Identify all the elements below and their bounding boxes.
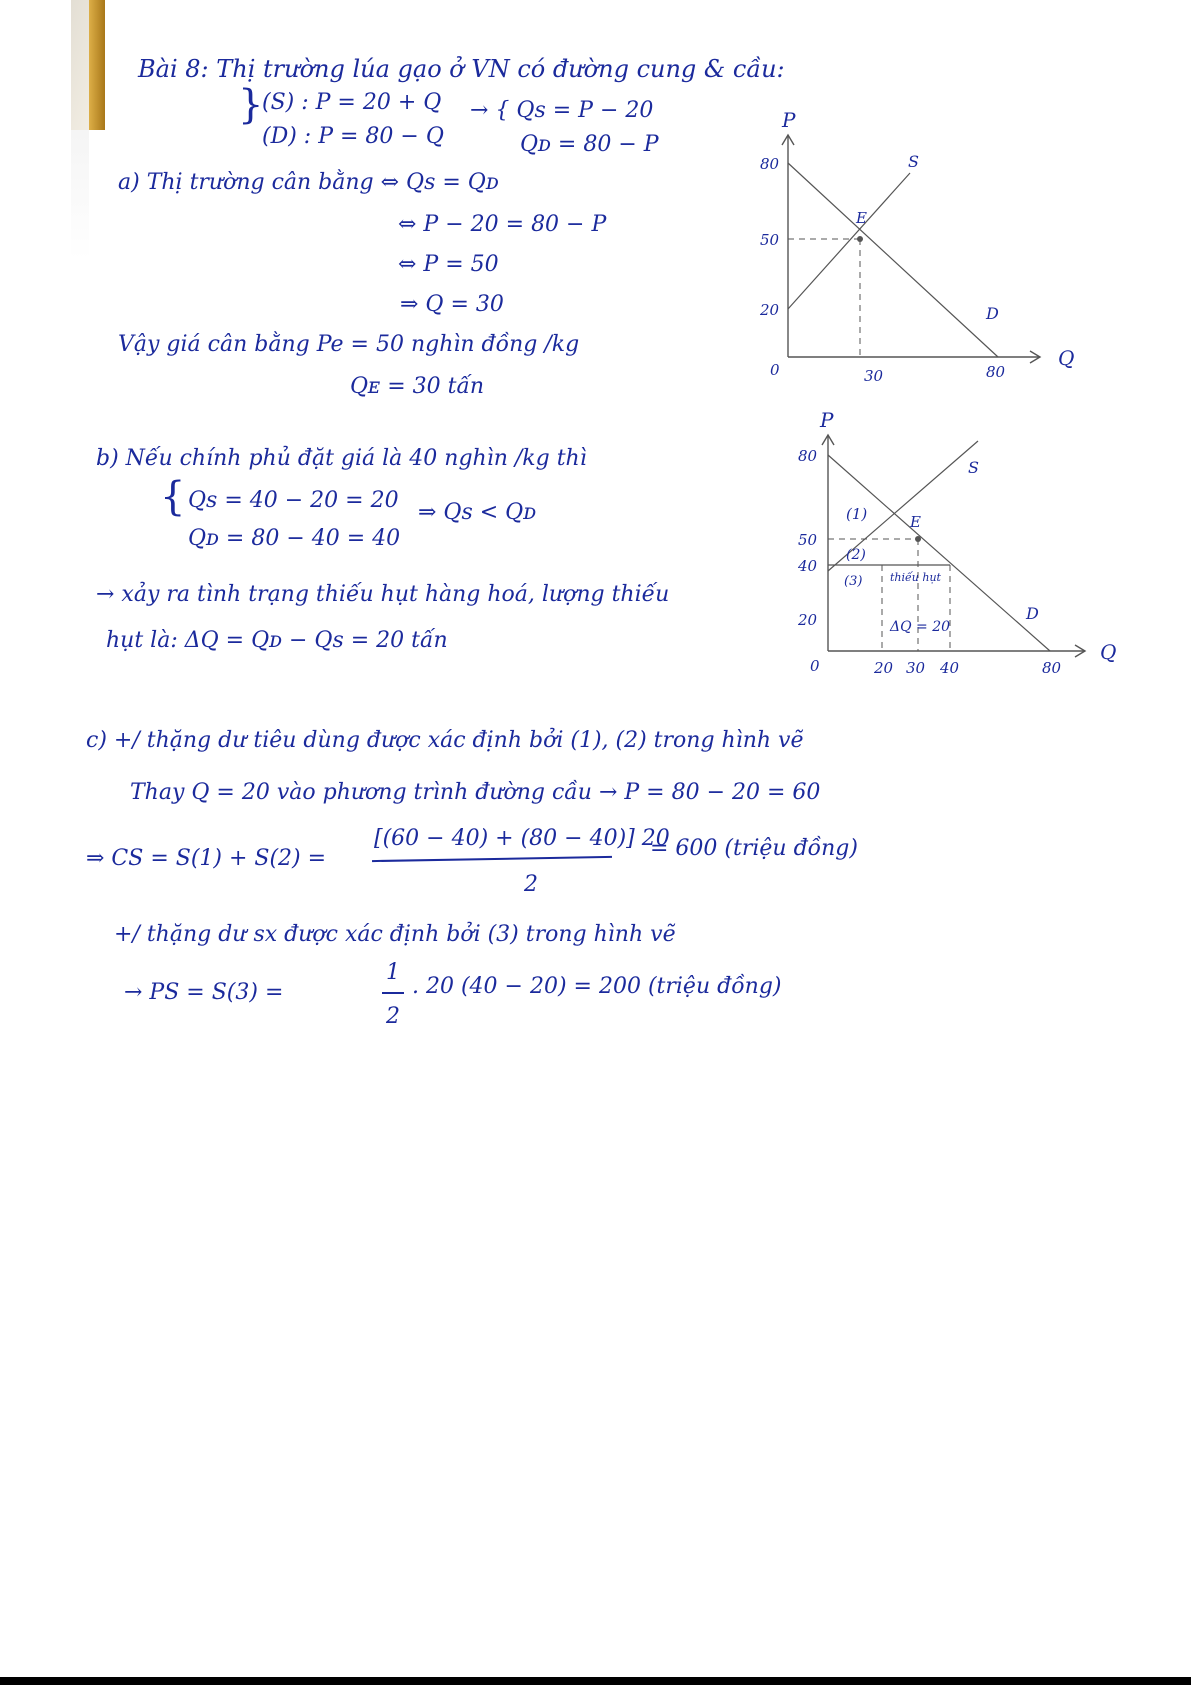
graph1-p-label: P <box>782 108 796 132</box>
part-c-cs-intro: c) +/ thặng dư tiêu dùng được xác định bởi (1), (2) trong hình vẽ <box>86 728 804 753</box>
brace-left: } <box>238 82 264 128</box>
graph2-tick-20: 20 <box>798 611 818 629</box>
graph1-tick-50: 50 <box>760 231 780 249</box>
graph2-xtick-80: 80 <box>1042 659 1062 677</box>
graph1-tick-80: 80 <box>760 155 780 173</box>
graph2-xtick-20: 20 <box>874 659 894 677</box>
graph2-e-label: E <box>910 513 921 531</box>
graph2-shortage-label: thiếu hụt <box>890 571 941 584</box>
part-c-cs-result: = 600 (triệu đồng) <box>650 836 858 861</box>
graph2-supply-label: S <box>968 458 979 477</box>
part-a-equilibrium-price: Vậy giá cân bằng Pe = 50 nghìn đồng /kg <box>118 332 580 357</box>
part-b-qd: Qᴅ = 80 − 40 = 40 <box>188 526 401 551</box>
graph2-region-2: (2) <box>846 547 866 563</box>
graph2-tick-40: 40 <box>798 557 818 575</box>
graph1-demand-label: D <box>986 304 999 323</box>
graph2-xtick-40: 40 <box>940 659 960 677</box>
part-c-ps-result: . 20 (40 − 20) = 200 (triệu đồng) <box>412 974 782 999</box>
graph2-p-label: P <box>820 408 834 432</box>
graph1-tick-20: 20 <box>760 301 780 319</box>
part-c-ps-lhs: → PS = S(3) = <box>124 980 284 1005</box>
supply-quantity-equation: → { Qs = P − 20 <box>470 98 654 123</box>
graph2-q-label: Q <box>1100 640 1117 664</box>
part-b-compare: ⇒ Qs < Qᴅ <box>418 500 537 525</box>
problem-title: Bài 8: Thị trường lúa gạo ở VN có đường cung & cầu: <box>138 55 785 83</box>
graph2-region-1: (1) <box>846 505 868 523</box>
part-a-condition: a) Thị trường cân bằng ⇔ Qs = Qᴅ <box>118 170 499 195</box>
graph1-q-label: Q <box>1058 346 1075 370</box>
graph2-xtick-30: 30 <box>906 659 926 677</box>
demand-quantity-equation: Qᴅ = 80 − P <box>520 132 659 157</box>
graph2-region-3: (3) <box>844 574 863 589</box>
graph1-e-label: E <box>856 209 867 227</box>
part-c-cs-denominator: 2 <box>524 872 538 897</box>
graph1-tick-0: 0 <box>770 361 780 379</box>
part-b-shortage-amount: hụt là: ΔQ = Qᴅ − Qs = 20 tấn <box>106 628 448 653</box>
part-c-ps-denominator: 2 <box>386 1004 400 1029</box>
part-a-step-2: ⇔ P = 50 <box>398 252 499 277</box>
part-a-equilibrium-quantity: Qᴇ = 30 tấn <box>350 374 485 399</box>
graph1-supply-curve <box>788 173 910 309</box>
demand-equation: (D) : P = 80 − Q <box>262 124 444 149</box>
graph2-dq-label: ΔQ = 20 <box>890 619 951 635</box>
part-c-cs-numerator: [(60 − 40) + (80 − 40)] 20 <box>374 826 670 851</box>
graph1-supply-label: S <box>908 152 919 171</box>
graph-price-ceiling <box>790 405 1120 690</box>
graph2-equilibrium-point <box>915 536 921 542</box>
paper-edge <box>71 0 89 260</box>
page-bottom-edge <box>0 1677 1191 1685</box>
fraction-bar-cs <box>372 856 612 862</box>
part-b-qs: Qs = 40 − 20 = 20 <box>188 488 399 513</box>
part-c-substitute: Thay Q = 20 vào phương trình đường cầu → P = 80 − 20 = 60 <box>130 780 821 805</box>
graph2-demand-label: D <box>1026 604 1039 623</box>
part-b-intro: b) Nếu chính phủ đặt giá là 40 nghìn /kg thì <box>96 446 587 471</box>
graph2-tick-50: 50 <box>798 531 818 549</box>
part-c-ps-numerator: 1 <box>386 960 400 985</box>
graph-equilibrium <box>740 105 1100 395</box>
part-a-step-1: ⇔ P − 20 = 80 − P <box>398 212 607 237</box>
part-b-shortage: → xảy ra tình trạng thiếu hụt hàng hoá, lượng thiếu <box>96 582 670 607</box>
part-c-ps-intro: +/ thặng dư sx được xác định bởi (3) trong hình vẽ <box>114 922 676 947</box>
part-c-cs-lhs: ⇒ CS = S(1) + S(2) = <box>86 846 327 871</box>
graph1-xtick-30: 30 <box>864 367 884 385</box>
graph1-equilibrium-point <box>857 236 863 242</box>
supply-equation: (S) : P = 20 + Q <box>262 90 442 115</box>
fraction-bar-ps <box>382 992 404 994</box>
graph2-tick-80: 80 <box>798 447 818 465</box>
brace-b: { <box>160 474 186 520</box>
graph2-tick-0: 0 <box>810 657 820 675</box>
part-a-step-3: ⇒ Q = 30 <box>400 292 504 317</box>
graph1-xtick-80: 80 <box>986 363 1006 381</box>
